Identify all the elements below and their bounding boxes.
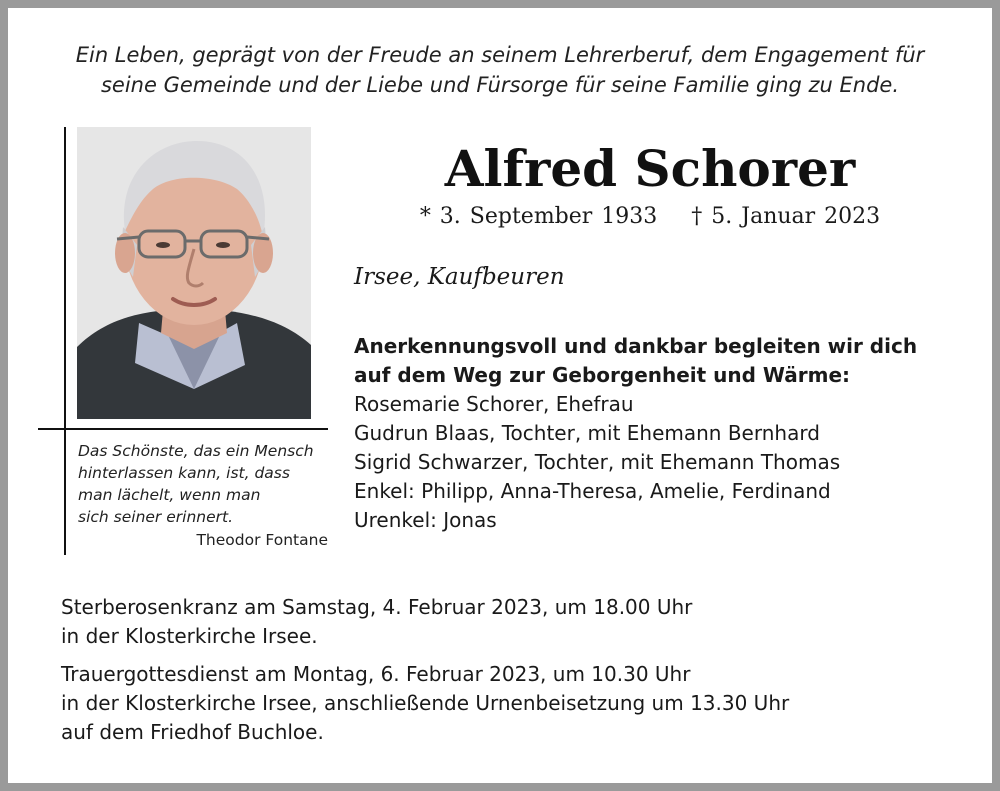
birth-date: * 3. September 1933 xyxy=(419,204,658,229)
mourner-5: Urenkel: Jonas xyxy=(354,508,497,532)
life-dates xyxy=(380,202,920,232)
funeral-line-3: auf dem Friedhof Buchloe. xyxy=(61,720,324,744)
mourners-lead-1: Anerkennungsvoll und dankbar begleiten wir dich xyxy=(354,334,918,358)
mourner-4: Enkel: Philipp, Anna-Theresa, Amelie, Ferdinand xyxy=(354,479,831,503)
quote-author: Theodor Fontane xyxy=(196,531,328,549)
photo-vertical-rule xyxy=(64,127,66,555)
deceased-name: Alfred Schorer xyxy=(444,139,856,198)
funeral-line-2: in der Klosterkirche Irsee, anschließende Urnenbeisetzung um 13.30 Uhr xyxy=(61,691,790,715)
rosary-line-2: in der Klosterkirche Irsee. xyxy=(61,624,318,648)
quote-line-4: sich seiner erinnert. xyxy=(78,508,234,526)
funeral-line-1: Trauergottesdienst am Montag, 6. Februar 2023, um 10.30 Uhr xyxy=(61,662,691,686)
quote-line-3: man lächelt, wenn man xyxy=(78,486,261,504)
mourners-block xyxy=(354,332,974,535)
mourner-1: Rosemarie Schorer, Ehefrau xyxy=(354,392,634,416)
photo-horizontal-rule xyxy=(38,428,328,430)
rosary-info xyxy=(61,593,961,651)
mourners-lead-2: auf dem Weg zur Geborgenheit und Wärme: xyxy=(354,363,851,387)
rosary-line-1: Sterberosenkranz am Samstag, 4. Februar 2023, um 18.00 Uhr xyxy=(61,595,693,619)
intro-line-2: seine Gemeinde und der Liebe und Fürsorge für seine Familie ging zu Ende. xyxy=(100,73,900,97)
intro-text xyxy=(30,40,970,100)
funeral-info xyxy=(61,660,961,747)
death-date: † 5. Januar 2023 xyxy=(691,204,881,229)
residence: Irsee, Kaufbeuren xyxy=(354,264,565,290)
quote-line-1: Das Schönste, das ein Mensch xyxy=(78,442,314,460)
mourner-2: Gudrun Blaas, Tochter, mit Ehemann Bernhard xyxy=(354,421,820,445)
mourner-3: Sigrid Schwarzer, Tochter, mit Ehemann Thomas xyxy=(354,450,841,474)
memorial-quote xyxy=(78,440,338,528)
intro-line-1: Ein Leben, geprägt von der Freude an seinem Lehrerberuf, dem Engagement für xyxy=(75,43,925,67)
portrait-photo-icon xyxy=(77,127,311,419)
quote-line-2: hinterlassen kann, ist, dass xyxy=(78,464,290,482)
portrait-photo xyxy=(77,127,311,419)
